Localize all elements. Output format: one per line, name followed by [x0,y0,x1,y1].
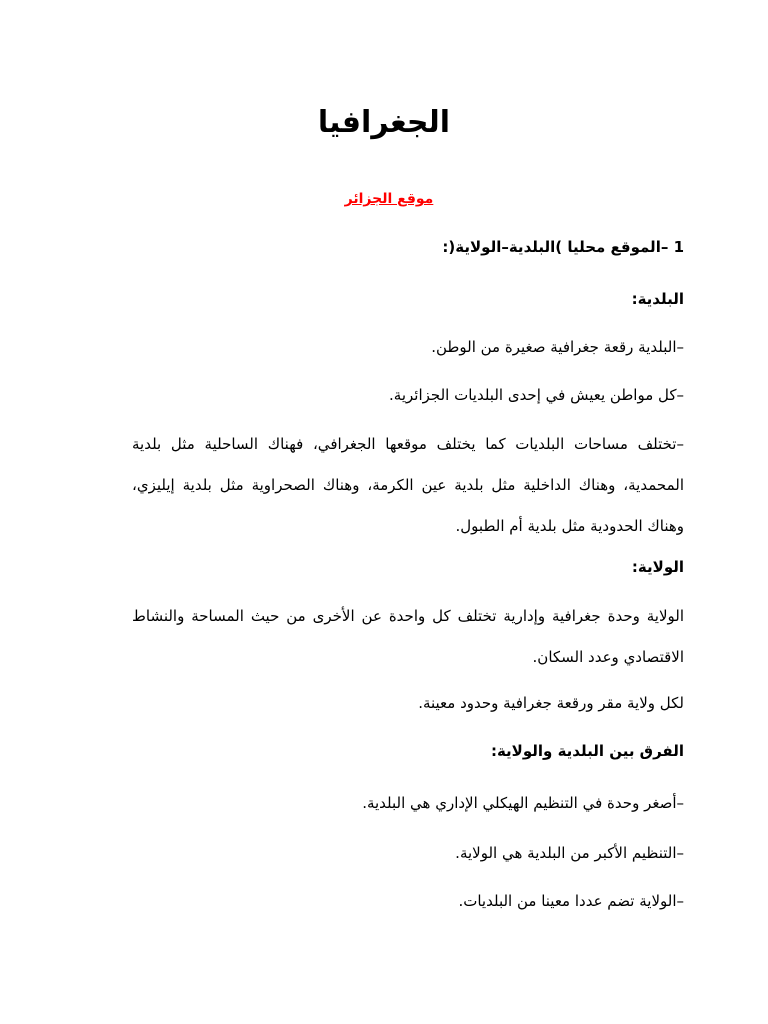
province-line-2: لكل ولاية مقر ورقعة جغرافية وحدود معينة. [418,694,684,712]
difference-item-2: –التنظيم الأكبر من البلدية هي الولاية. [455,844,684,862]
municipality-heading: البلدية: [631,290,684,308]
page-title: الجغرافيا [317,105,451,140]
difference-heading: الفرق بين البلدية والولاية: [490,742,684,760]
section-heading-local-location: 1 –الموقع محليا )البلدية–الولاية(: [442,238,684,256]
difference-item-3: –الولاية تضم عددا معينا من البلديات. [458,892,684,910]
province-heading: الولاية: [631,558,684,576]
municipality-item-1: –البلدية رقعة جغرافية صغيرة من الوطن. [431,338,684,356]
municipality-item-3: –تختلف مساحات البلديات كما يختلف موقعها الجغرافي، فهناك الساحلية مثل بلدية المحمدية، وهناك الداخلية مثل بلدية عين الكرمة، وهناك الصحراوية مثل بلدية إيليزي، وهناك الحدودية مثل بلدية أم الطبول. [132,435,684,535]
page-subtitle: موقع الجزائر [344,191,434,207]
difference-item-1: –أصغر وحدة في التنظيم الهيكلي الإداري هي البلدية. [362,794,684,812]
province-paragraph: الولاية وحدة جغرافية وإدارية تختلف كل واحدة عن الأخرى من حيث المساحة والنشاط الاقتصادي وعدد السكان. [132,607,684,666]
municipality-item-2: –كل مواطن يعيش في إحدى البلديات الجزائرية. [389,386,684,404]
